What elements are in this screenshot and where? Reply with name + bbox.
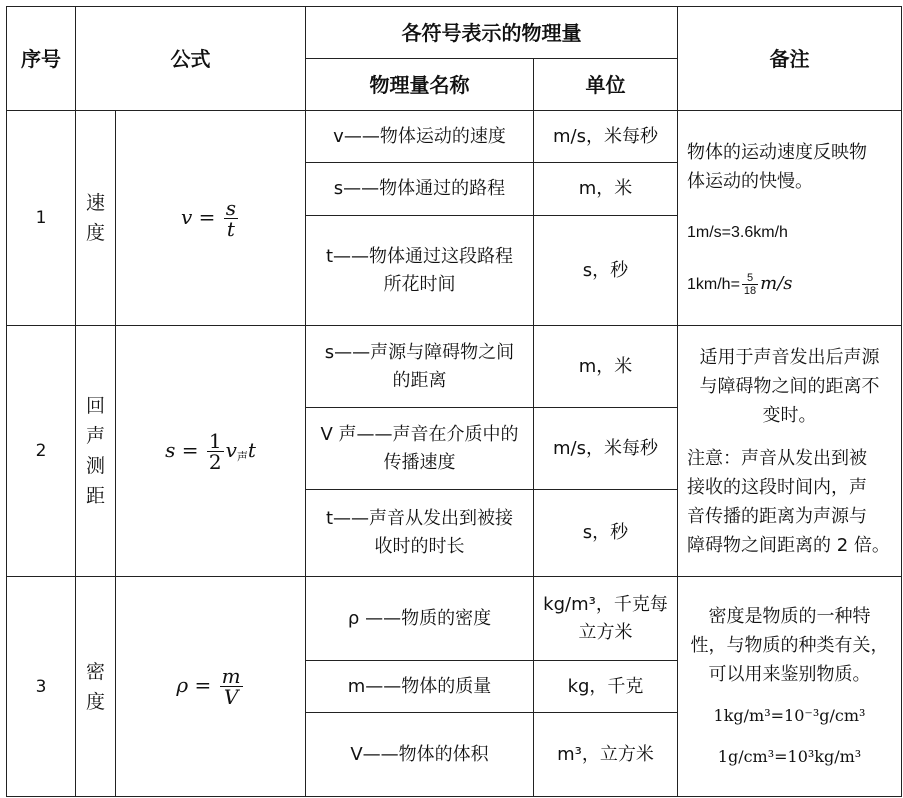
formula-fraction — [207, 428, 224, 474]
row-3-formula — [116, 577, 306, 797]
row-2-name-char: 测 — [85, 455, 105, 477]
row-2-number: 2 — [7, 326, 76, 577]
remark-line: 接收的这段时间内，声 — [687, 476, 867, 498]
row-3-number: 3 — [7, 577, 76, 797]
row-2-quantity-2 — [306, 408, 534, 490]
quantity-line: 所花时间 — [383, 273, 456, 295]
row-1-name-char: 速 — [85, 192, 105, 214]
header-unit: 单位 — [534, 59, 678, 111]
row-2-name-char: 声 — [85, 425, 105, 447]
remark-line: 密度是物质的一种特 — [708, 606, 871, 627]
remark-line: 障碍物之间距离的 2 倍。 — [687, 534, 890, 556]
row-3-name-char: 密 — [85, 660, 105, 683]
quantity-line: s——声源与障碍物之间 — [324, 341, 515, 363]
row-1-remark — [678, 111, 902, 326]
formula-fraction — [220, 666, 243, 707]
row-3-quantity-3: V——物体的体积 — [306, 713, 534, 797]
header-formula: 公式 — [76, 7, 306, 111]
row-3-unit-2: kg，千克 — [534, 661, 678, 713]
row-2-name-char: 回 — [85, 395, 105, 417]
row-2-quantity-3 — [306, 490, 534, 577]
quantity-line: 收时的时长 — [374, 536, 465, 557]
remark-conversion: 1kg/m³=10⁻³g/cm³ — [713, 706, 866, 725]
row-3-unit-3: m³，立方米 — [534, 713, 678, 797]
row-1-quantity-3 — [306, 216, 534, 326]
row-1-name — [76, 111, 116, 326]
header-remark: 备注 — [678, 7, 902, 111]
fraction-denominator: V — [223, 685, 239, 709]
formula-lhs: v = — [180, 204, 216, 229]
header-quantity-name: 物理量名称 — [306, 59, 534, 111]
row-2-name — [76, 326, 116, 577]
remark-line: 物体的运动速度反映物 — [687, 141, 867, 163]
formula-variable: v — [225, 437, 237, 462]
row-1-formula — [116, 111, 306, 326]
remark-conversion — [687, 269, 892, 299]
row-3-name-char: 度 — [85, 690, 105, 713]
remark-line: 适用于声音发出后声源 — [699, 346, 880, 368]
physics-formula-table — [6, 6, 902, 797]
row-3-remark — [678, 577, 902, 797]
quantity-line: t——物体通过这段路程 — [325, 245, 514, 267]
fraction-denominator: 2 — [208, 449, 222, 474]
fraction-numerator: m — [221, 664, 241, 688]
row-2-formula — [116, 326, 306, 577]
quantity-line: t——声音从发出到被接 — [325, 508, 514, 529]
fraction-numerator: 1 — [208, 428, 222, 453]
row-1-number: 1 — [7, 111, 76, 326]
remark-conversion: 1g/cm³=10³kg/m³ — [717, 747, 862, 766]
header-symbols-group: 各符号表示的物理量 — [306, 7, 678, 59]
row-1-quantity-1: v——物体运动的速度 — [306, 111, 534, 163]
row-1-unit-3: s，秒 — [534, 216, 678, 326]
remark-line: 体运动的快慢。 — [687, 170, 813, 192]
fraction-numerator: 5 — [742, 272, 758, 285]
formula-subscript: 声 — [236, 449, 248, 463]
row-1-unit-1: m/s，米每秒 — [534, 111, 678, 163]
remark-line: 性，与物质的种类有关， — [690, 635, 889, 656]
formula-fraction — [224, 195, 238, 241]
row-2-unit-1: m，米 — [534, 326, 678, 408]
unit-line: kg/m³，千克每 — [543, 593, 668, 615]
conversion-fraction — [742, 272, 758, 297]
fraction-denominator: t — [226, 216, 235, 241]
row-3-quantity-2: m——物体的质量 — [306, 661, 534, 713]
row-1-unit-2: m，米 — [534, 163, 678, 216]
formula-variable: t — [247, 437, 256, 462]
unit-line: 立方米 — [578, 621, 633, 643]
quantity-line: 传播速度 — [383, 451, 456, 473]
remark-line: 注意：声音从发出到被 — [687, 447, 867, 469]
row-2-remark — [678, 326, 902, 577]
quantity-line: 的距离 — [392, 369, 447, 391]
fraction-denominator: 18 — [743, 284, 757, 297]
row-3-quantity-1: ρ ——物质的密度 — [306, 577, 534, 661]
fraction-numerator: s — [225, 195, 237, 220]
conversion-unit: m/s — [760, 272, 793, 294]
row-3-name — [76, 577, 116, 797]
row-1-name-char: 度 — [85, 222, 105, 244]
row-2-name-char: 距 — [85, 485, 105, 507]
row-2-quantity-1 — [306, 326, 534, 408]
formula-lhs: s = — [165, 437, 199, 462]
remark-conversion: 1m/s=3.6km/h — [687, 223, 788, 241]
remark-line: 音传播的距离为声源与 — [687, 505, 867, 527]
row-2-unit-2: m/s，米每秒 — [534, 408, 678, 490]
remark-line: 与障碍物之间的距离不 — [699, 375, 880, 397]
row-3-unit-1 — [534, 577, 678, 661]
row-2-unit-3: s，秒 — [534, 490, 678, 577]
conversion-prefix: 1km/h= — [687, 275, 740, 293]
header-seq: 序号 — [7, 7, 76, 111]
row-1-quantity-2: s——物体通过的路程 — [306, 163, 534, 216]
quantity-line: V 声——声音在介质中的 — [320, 423, 519, 445]
formula-lhs: ρ = — [176, 673, 212, 697]
remark-line: 可以用来鉴别物质。 — [708, 664, 871, 685]
remark-line: 变时。 — [762, 404, 817, 426]
